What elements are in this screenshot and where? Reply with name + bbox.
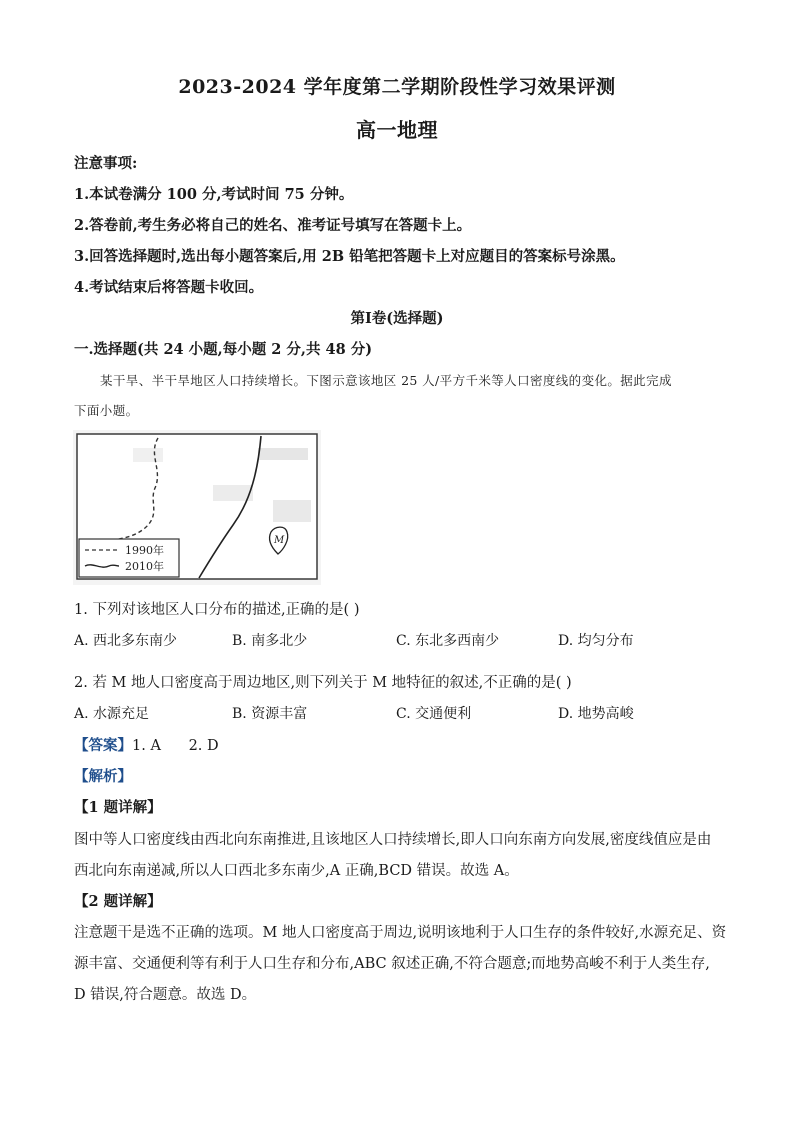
population-density-map [73,430,321,585]
answer-tag: 【答案】 [74,737,132,754]
q2-detail-line-2: 源丰富、交通便利等有利于人口生存和分布,ABC 叙述正确,不符合题意;而地势高峻不利于人类生存, [74,956,710,972]
exam-title: 2023-2024 学年度第二学期阶段性学习效果评测 [178,76,616,98]
notice-item-4: 4.考试结束后将答题卡收回。 [74,279,264,296]
map-figure [73,430,321,585]
legend-label-2010: 2010年 [125,560,164,573]
question-1-stem: 1. 下列对该地区人口分布的描述,正确的是( ) [74,602,360,618]
question-1-option-d: D. 均匀分布 [558,633,634,649]
question-2-option-b: B. 资源丰富 [232,706,308,722]
scan-noise [273,500,311,522]
exam-subject: 高一地理 [356,118,438,142]
q2-detail-heading: 【2 题详解】 [74,893,162,910]
question-2-stem: 2. 若 M 地人口密度高于周边地区,则下列关于 M 地特征的叙述,不正确的是( ) [74,675,572,691]
notice-heading: 注意事项: [74,155,138,172]
intro-line-2: 下面小题。 [74,403,139,418]
answer-line [74,734,219,755]
scan-noise [258,448,308,460]
region-m-label: M [274,535,285,546]
q1-detail-heading: 【1 题详解】 [74,799,162,816]
part-heading: 一.选择题(共 24 小题,每小题 2 分,共 48 分) [74,341,373,358]
question-1-option-b: B. 南多北少 [232,633,308,649]
q1-detail-line-1: 图中等人口密度线由西北向东南推进,且该地区人口持续增长,即人口向东南方向发展,密度线值应是由 [74,832,712,848]
scan-noise [133,448,163,462]
question-1-option-a: A. 西北多东南少 [74,633,178,649]
q2-detail-line-3: D 错误,符合题意。故选 D。 [74,987,257,1003]
answer-text: 1. A 2. D [132,738,219,754]
notice-item-3: 3.回答选择题时,选出每小题答案后,用 2B 铅笔把答题卡上对应题目的答案标号涂黑。 [74,248,625,265]
notice-item-1: 1.本试卷满分 100 分,考试时间 75 分钟。 [74,186,354,203]
analysis-tag: 【解析】 [74,768,132,785]
legend-label-1990: 1990年 [125,544,164,557]
question-2-option-c: C. 交通便利 [396,706,472,722]
intro-line-1: 某干旱、半干旱地区人口持续增长。下图示意该地区 25 人/平方千米等人口密度线的变化。据此完成 [100,373,672,388]
q1-detail-line-2: 西北向东南递减,所以人口西北多东南少,A 正确,BCD 错误。故选 A。 [74,863,519,879]
question-2-option-d: D. 地势高峻 [558,706,634,722]
q2-detail-line-1: 注意题干是选不正确的选项。M 地人口密度高于周边,说明该地利于人口生存的条件较好,水源充足、资 [74,925,727,941]
notice-item-2: 2.答卷前,考生务必将自己的姓名、准考证号填写在答题卡上。 [74,217,472,234]
question-2-option-a: A. 水源充足 [74,706,150,722]
question-1-option-c: C. 东北多西南少 [396,633,500,649]
volume-heading: 第Ⅰ卷(选择题) [350,310,444,327]
